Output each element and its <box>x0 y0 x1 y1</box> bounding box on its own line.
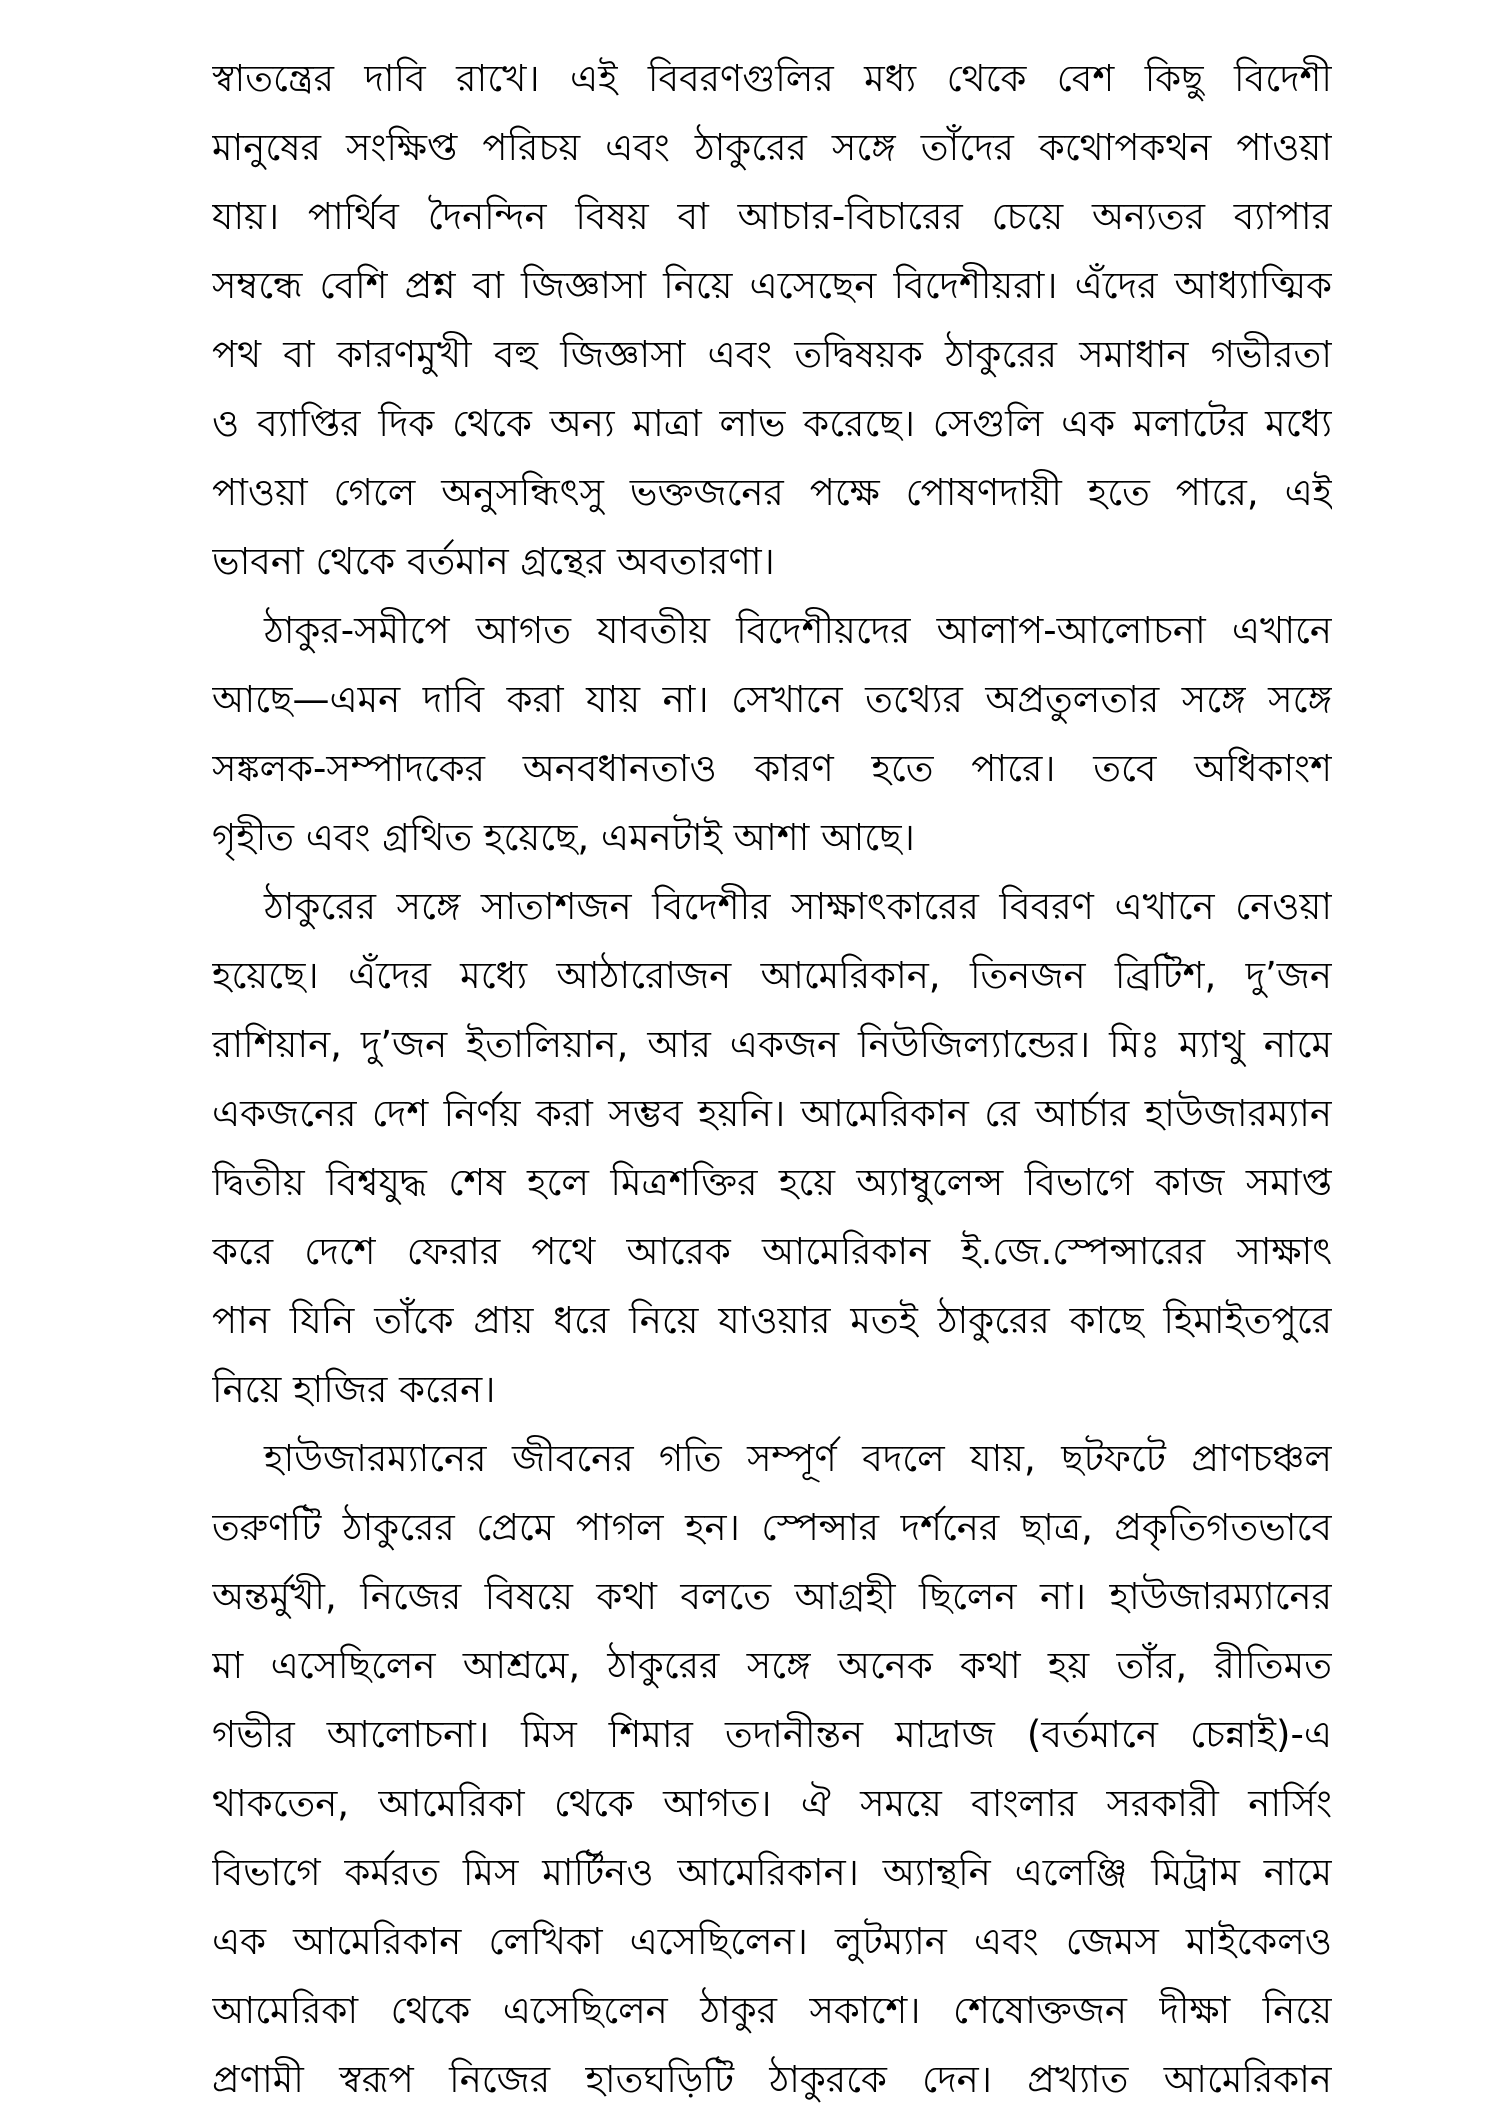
paragraph-start-line: ঠাকুর-সমীপে আগত যাবতীয় বিদেশীয়দের আলাপ-আলোচনা এখানে <box>264 609 1332 652</box>
text-line: পান যিনি তাঁকে প্রায় ধরে নিয়ে যাওয়ার মতই ঠাকুরের কাছে হিমাইতপুরে <box>212 1299 1332 1342</box>
text-line: একজনের দেশ নির্ণয় করা সম্ভব হয়নি। আমেরিকান রে আর্চার হাউজারম্যান <box>212 1092 1332 1135</box>
text-line: আমেরিকা থেকে এসেছিলেন ঠাকুর সকাশে। শেষোক্তজন দীক্ষা নিয়ে <box>212 1989 1332 2032</box>
paragraph-end-line: গৃহীত এবং গ্রথিত হয়েছে, এমনটাই আশা আছে। <box>212 816 915 859</box>
text-line: পাওয়া গেলে অনুসন্ধিৎসু ভক্তজনের পক্ষে পোষণদায়ী হতে পারে, এই <box>212 471 1332 514</box>
text-line: আছে—এমন দাবি করা যায় না। সেখানে তথ্যের অপ্রতুলতার সঙ্গে সঙ্গে <box>212 678 1332 721</box>
text-line: সম্বন্ধে বেশি প্রশ্ন বা জিজ্ঞাসা নিয়ে এসেছেন বিদেশীয়রা। এঁদের আধ্যাত্মিক <box>212 264 1332 307</box>
text-line: মা এসেছিলেন আশ্রমে, ঠাকুরের সঙ্গে অনেক কথা হয় তাঁর, রীতিমত <box>212 1644 1332 1687</box>
text-line: সঙ্কলক-সম্পাদকের অনবধানতাও কারণ হতে পারে। তবে অধিকাংশ <box>212 747 1332 790</box>
text-line: করে দেশে ফেরার পথে আরেক আমেরিকান ই.জে.স্পেন্সারের সাক্ষাৎ <box>212 1230 1332 1273</box>
text-line: প্রণামী স্বরূপ নিজের হাতঘড়িটি ঠাকুরকে দেন। প্রখ্যাত আমেরিকান <box>212 2058 1332 2101</box>
text-line: এক আমেরিকান লেখিকা এসেছিলেন। লুটম্যান এবং জেমস মাইকেলও <box>212 1920 1332 1963</box>
text-line: স্বাতন্ত্রের দাবি রাখে। এই বিবরণগুলির মধ্য থেকে বেশ কিছু বিদেশী <box>212 57 1332 100</box>
text-line: হয়েছে। এঁদের মধ্যে আঠারোজন আমেরিকান, তিনজন ব্রিটিশ, দু’জন <box>212 954 1332 997</box>
text-line: পথ বা কারণমুখী বহু জিজ্ঞাসা এবং তদ্বিষয়ক ঠাকুরের সমাধান গভীরতা <box>212 333 1332 376</box>
paragraph-end-line: নিয়ে হাজির করেন। <box>212 1368 496 1411</box>
text-line: গভীর আলোচনা। মিস শিমার তদানীন্তন মাদ্রাজ (বর্তমানে চেন্নাই)-এ <box>212 1713 1332 1756</box>
body-text <box>212 44 1332 2114</box>
text-line: বিভাগে কর্মরত মিস মার্টিনও আমেরিকান। অ্যান্থনি এলেঞ্জি মিট্রাম নামে <box>212 1851 1332 1894</box>
text-line: অন্তর্মুখী, নিজের বিষয়ে কথা বলতে আগ্রহী ছিলেন না। হাউজারম্যানের <box>212 1575 1332 1618</box>
text-line: থাকতেন, আমেরিকা থেকে আগত। ঐ সময়ে বাংলার সরকারী নার্সিং <box>212 1782 1332 1825</box>
text-line: মানুষের সংক্ষিপ্ত পরিচয় এবং ঠাকুরের সঙ্গে তাঁদের কথোপকথন পাওয়া <box>212 126 1332 169</box>
text-line: দ্বিতীয় বিশ্বযুদ্ধ শেষ হলে মিত্রশক্তির হয়ে অ্যাম্বুলেন্স বিভাগে কাজ সমাপ্ত <box>212 1161 1332 1204</box>
paragraph-start-line: ঠাকুরের সঙ্গে সাতাশজন বিদেশীর সাক্ষাৎকারের বিবরণ এখানে নেওয়া <box>264 885 1332 928</box>
text-line: তরুণটি ঠাকুরের প্রেমে পাগল হন। স্পেন্সার দর্শনের ছাত্র, প্রকৃতিগতভাবে <box>212 1506 1332 1549</box>
paragraph-start-line: হাউজারম্যানের জীবনের গতি সম্পূর্ণ বদলে যায়, ছটফটে প্রাণচঞ্চল <box>264 1437 1332 1480</box>
text-line: রাশিয়ান, দু’জন ইতালিয়ান, আর একজন নিউজিল্যান্ডের। মিঃ ম্যাথু নামে <box>212 1023 1332 1066</box>
text-line: ও ব্যাপ্তির দিক থেকে অন্য মাত্রা লাভ করেছে। সেগুলি এক মলাটের মধ্যে <box>212 402 1332 445</box>
text-line: যায়। পার্থিব দৈনন্দিন বিষয় বা আচার-বিচারের চেয়ে অন্যতর ব্যাপার <box>212 195 1332 238</box>
paragraph-end-line: ভাবনা থেকে বর্তমান গ্রন্থের অবতারণা। <box>212 540 775 583</box>
